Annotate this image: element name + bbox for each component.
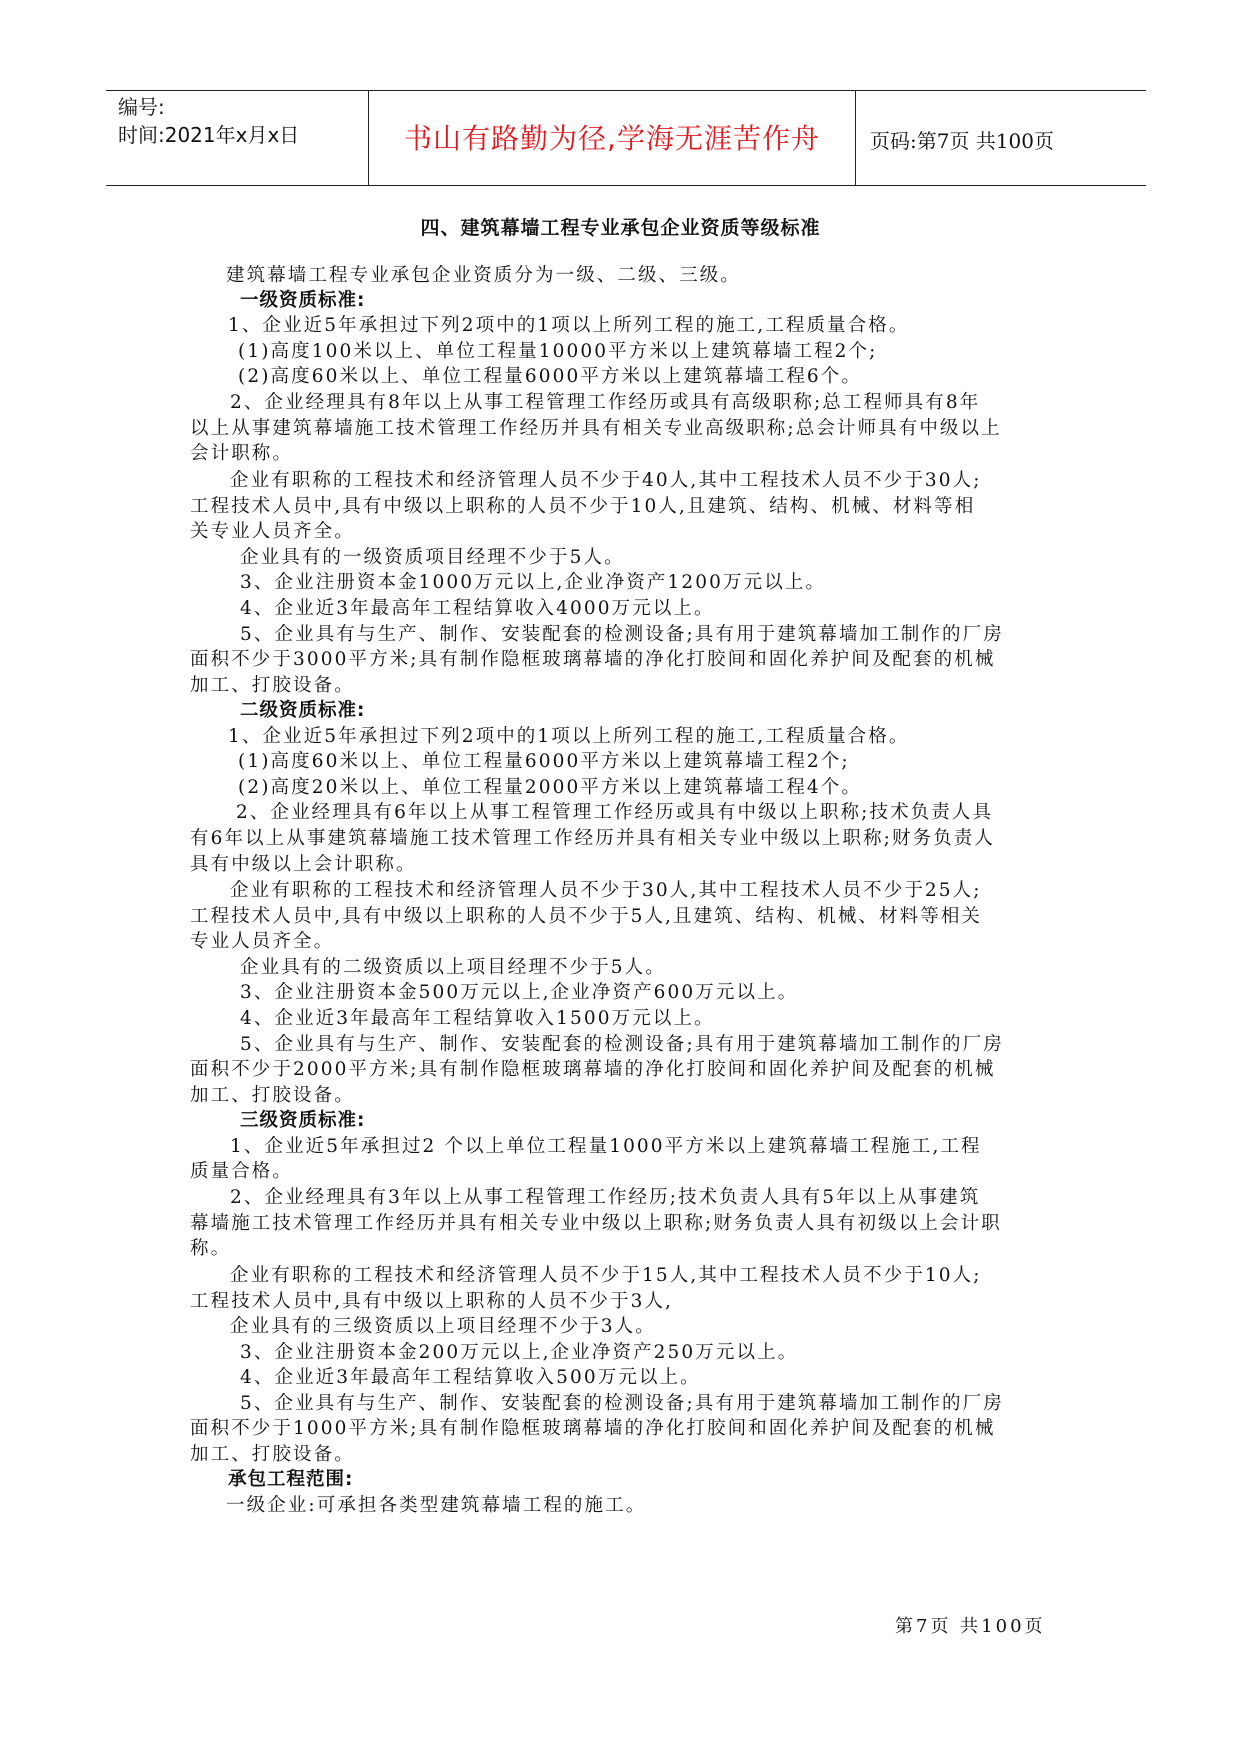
document-number-label: 编号: bbox=[118, 95, 165, 119]
paragraph-line: 企业具有的一级资质项目经理不少于5人。 bbox=[240, 547, 625, 568]
section-heading: 承包工程范围: bbox=[228, 1469, 354, 1490]
header-page-cell bbox=[856, 91, 1146, 185]
paragraph-line: 称。 bbox=[190, 1238, 232, 1259]
paragraph-line: 幕墙施工技术管理工作经历并具有相关专业中级以上职称;财务负责人具有初级以上会计职 bbox=[190, 1213, 1002, 1234]
paragraph-line: (1)高度100米以上、单位工程量10000平方米以上建筑幕墙工程2个; bbox=[238, 341, 878, 362]
paragraph-line: 面积不少于3000平方米;具有制作隐框玻璃幕墙的净化打胶间和固化养护间及配套的机械 bbox=[190, 649, 996, 670]
header-motto: 书山有路勤为径,学海无涯苦作舟 bbox=[404, 122, 820, 155]
section-heading: 三级资质标准: bbox=[240, 1110, 366, 1131]
paragraph-line: 工程技术人员中,具有中级以上职称的人员不少于5人,且建筑、结构、机械、材料等相关 bbox=[190, 906, 983, 927]
header-table bbox=[106, 90, 1146, 186]
paragraph-line: 企业有职称的工程技术和经济管理人员不少于30人,其中工程技术人员不少于25人; bbox=[230, 880, 982, 901]
paragraph-line: 1、企业近5年承担过2 个以上单位工程量1000平方米以上建筑幕墙工程施工,工程 bbox=[230, 1136, 982, 1157]
page-code-label: 页码:第7页 共100页 bbox=[870, 129, 1054, 153]
paragraph-line: 4、企业近3年最高年工程结算收入4000万元以上。 bbox=[240, 598, 715, 619]
paragraph-line: 企业具有的二级资质以上项目经理不少于5人。 bbox=[240, 957, 666, 978]
section-heading: 二级资质标准: bbox=[240, 700, 366, 721]
paragraph-line: 具有中级以上会计职称。 bbox=[190, 854, 417, 875]
paragraph-line: 企业有职称的工程技术和经济管理人员不少于40人,其中工程技术人员不少于30人; bbox=[230, 470, 982, 491]
paragraph-line: (2)高度60米以上、单位工程量6000平方米以上建筑幕墙工程6个。 bbox=[238, 366, 862, 387]
paragraph-line: 2、企业经理具有3年以上从事工程管理工作经历;技术负责人具有5年以上从事建筑 bbox=[230, 1187, 981, 1208]
paragraph-line: 5、企业具有与生产、制作、安装配套的检测设备;具有用于建筑幕墙加工制作的厂房 bbox=[240, 624, 1004, 645]
paragraph-line: 加工、打胶设备。 bbox=[190, 675, 355, 696]
paragraph-line: 质量合格。 bbox=[190, 1161, 294, 1182]
paragraph-line: 加工、打胶设备。 bbox=[190, 1085, 355, 1106]
paragraph-line: 以上从事建筑幕墙施工技术管理工作经历并具有相关专业高级职称;总会计师具有中级以上 bbox=[190, 418, 1002, 439]
paragraph-line: 4、企业近3年最高年工程结算收入1500万元以上。 bbox=[240, 1008, 715, 1029]
paragraph-line: (2)高度20米以上、单位工程量2000平方米以上建筑幕墙工程4个。 bbox=[238, 777, 862, 798]
paragraph-line: 面积不少于1000平方米;具有制作隐框玻璃幕墙的净化打胶间和固化养护间及配套的机械 bbox=[190, 1418, 996, 1439]
paragraph-line: 企业具有的三级资质以上项目经理不少于3人。 bbox=[230, 1316, 656, 1337]
paragraph-line: 3、企业注册资本金200万元以上,企业净资产250万元以上。 bbox=[240, 1342, 799, 1363]
header-motto-cell bbox=[369, 91, 856, 185]
paragraph-line: 1、企业近5年承担过下列2项中的1项以上所列工程的施工,工程质量合格。 bbox=[228, 315, 910, 336]
paragraph-line: 企业有职称的工程技术和经济管理人员不少于15人,其中工程技术人员不少于10人; bbox=[230, 1265, 982, 1286]
paragraph-line: 5、企业具有与生产、制作、安装配套的检测设备;具有用于建筑幕墙加工制作的厂房 bbox=[240, 1034, 1004, 1055]
paragraph-line: 3、企业注册资本金1000万元以上,企业净资产1200万元以上。 bbox=[240, 572, 827, 593]
section-heading: 一级资质标准: bbox=[240, 290, 366, 311]
paragraph-line: 5、企业具有与生产、制作、安装配套的检测设备;具有用于建筑幕墙加工制作的厂房 bbox=[240, 1393, 1004, 1414]
paragraph-line: 3、企业注册资本金500万元以上,企业净资产600万元以上。 bbox=[240, 982, 799, 1003]
paragraph-line: (1)高度60米以上、单位工程量6000平方米以上建筑幕墙工程2个; bbox=[238, 751, 850, 772]
paragraph-line: 加工、打胶设备。 bbox=[190, 1444, 355, 1465]
document-title: 四、建筑幕墙工程专业承包企业资质等级标准 bbox=[420, 217, 821, 239]
paragraph-line: 会计职称。 bbox=[190, 443, 294, 464]
paragraph-line: 4、企业近3年最高年工程结算收入500万元以上。 bbox=[240, 1367, 701, 1388]
paragraph-line: 2、企业经理具有8年以上从事工程管理工作经历或具有高级职称;总工程师具有8年 bbox=[230, 392, 981, 413]
paragraph-line: 工程技术人员中,具有中级以上职称的人员不少于10人,且建筑、结构、机械、材料等相 bbox=[190, 496, 976, 517]
paragraph-line: 工程技术人员中,具有中级以上职称的人员不少于3人, bbox=[190, 1291, 674, 1312]
paragraph-line: 建筑幕墙工程专业承包企业资质分为一级、二级、三级。 bbox=[226, 265, 742, 286]
paragraph-line: 专业人员齐全。 bbox=[190, 931, 335, 952]
paragraph-line: 有6年以上从事建筑幕墙施工技术管理工作经历并具有相关专业中级以上职称;财务负责人 bbox=[190, 828, 996, 849]
page-footer: 第7页 共100页 bbox=[895, 1616, 1046, 1637]
document-time-label: 时间:2021年x月x日 bbox=[118, 123, 300, 147]
paragraph-line: 1、企业近5年承担过下列2项中的1项以上所列工程的施工,工程质量合格。 bbox=[228, 726, 910, 747]
paragraph-line: 2、企业经理具有6年以上从事工程管理工作经历或具有中级以上职称;技术负责人具 bbox=[236, 802, 994, 823]
header-info-cell bbox=[106, 91, 369, 185]
paragraph-line: 关专业人员齐全。 bbox=[190, 521, 355, 542]
paragraph-line: 面积不少于2000平方米;具有制作隐框玻璃幕墙的净化打胶间和固化养护间及配套的机械 bbox=[190, 1059, 996, 1080]
paragraph-line: 一级企业:可承担各类型建筑幕墙工程的施工。 bbox=[226, 1495, 647, 1516]
